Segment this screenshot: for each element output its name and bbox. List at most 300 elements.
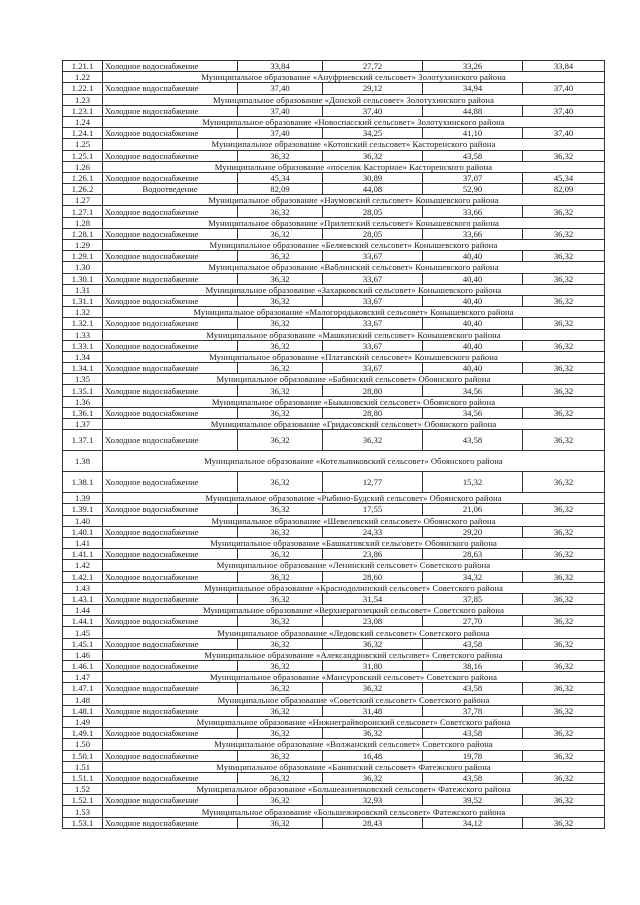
municipality-heading: Муниципальное образование «Новоспасский сельсовет» Золотухинского района	[103, 116, 605, 127]
tariff-value: 34,25	[323, 128, 423, 139]
section-header-row	[63, 396, 605, 407]
section-header-row	[63, 515, 605, 526]
tariff-value: 36,32	[523, 472, 605, 493]
tariff-value: 36,32	[523, 251, 605, 262]
tariff-value: 33,67	[323, 363, 423, 374]
section-header-row	[63, 329, 605, 340]
tariff-value: 41,10	[423, 128, 523, 139]
municipality-heading: Муниципальное образование «Беляевский сельсовет» Конышевского района	[103, 240, 605, 251]
tariff-value: 36,32	[523, 638, 605, 649]
municipality-heading: Муниципальное образование «Башкатовский сельсовет» Обоянского района	[103, 537, 605, 548]
row-number: 1.29.1	[63, 251, 103, 262]
tariff-value: 52,90	[423, 184, 523, 195]
row-number: 1.45	[63, 627, 103, 638]
tariff-value: 36,32	[523, 150, 605, 161]
row-number: 1.26.2	[63, 184, 103, 195]
section-header-row	[63, 195, 605, 206]
row-number: 1.47.1	[63, 683, 103, 694]
row-number: 1.41	[63, 537, 103, 548]
municipality-heading: Муниципальное образование «поселок Касторное» Касторенского района	[103, 161, 605, 172]
tariff-value: 36,32	[523, 407, 605, 418]
table-row	[63, 750, 605, 761]
tariff-value: 37,07	[423, 172, 523, 183]
tariff-value: 37,40	[523, 128, 605, 139]
tariff-value: 34,94	[423, 83, 523, 94]
service-label: Холодное водоснабжение	[103, 318, 238, 329]
municipality-heading: Муниципальное образование «Ануфриевский сельсовет» Золотухинского района	[103, 72, 605, 83]
row-number: 1.48	[63, 694, 103, 705]
tariff-value: 23,08	[323, 616, 423, 627]
tariff-value: 36,32	[238, 340, 323, 351]
tariff-value: 40,40	[423, 273, 523, 284]
row-number: 1.21.1	[63, 61, 103, 72]
tariff-value: 28,60	[323, 571, 423, 582]
municipality-heading: Муниципальное образование «Банинский сельсовет» Фатежского района	[103, 761, 605, 772]
row-number: 1.30	[63, 262, 103, 273]
section-header-row	[63, 374, 605, 385]
table-row	[63, 295, 605, 306]
municipality-heading: Муниципальное образование «Верхнерагозецкий сельсовет» Советского района	[103, 605, 605, 616]
table-row	[63, 363, 605, 374]
tariff-value: 37,40	[523, 83, 605, 94]
row-number: 1.30.1	[63, 273, 103, 284]
row-number: 1.37	[63, 419, 103, 430]
section-header-row	[63, 351, 605, 362]
municipality-heading: Муниципальное образование «Советский сельсовет» Советского района	[103, 694, 605, 705]
tariff-value: 36,32	[523, 817, 605, 828]
tariff-value: 28,43	[323, 817, 423, 828]
service-label: Холодное водоснабжение	[103, 705, 238, 716]
row-number: 1.32	[63, 307, 103, 318]
row-number: 1.43.1	[63, 593, 103, 604]
row-number: 1.52.1	[63, 795, 103, 806]
tariff-value: 28,80	[323, 407, 423, 418]
tariff-value: 36,32	[238, 273, 323, 284]
tariff-value: 36,32	[238, 661, 323, 672]
tariff-value: 33,67	[323, 295, 423, 306]
row-number: 1.47	[63, 672, 103, 683]
row-number: 1.22.1	[63, 83, 103, 94]
tariff-value: 37,40	[238, 128, 323, 139]
municipality-heading: Муниципальное образование «Котовский сельсовет» Касторенского района	[103, 139, 605, 150]
tariff-value: 28,05	[323, 206, 423, 217]
municipality-heading: Муниципальное образование «Мансуровский сельсовет» Советского района	[103, 672, 605, 683]
tariff-value: 37,40	[238, 83, 323, 94]
table-row	[63, 150, 605, 161]
municipality-heading: Муниципальное образование «Машкинский сельсовет» Конышевского района	[103, 329, 605, 340]
section-header-row	[63, 240, 605, 251]
tariff-value: 36,32	[238, 228, 323, 239]
tariff-value: 37,78	[423, 705, 523, 716]
table-row	[63, 728, 605, 739]
service-label: Холодное водоснабжение	[103, 795, 238, 806]
tariff-value: 43,58	[423, 638, 523, 649]
row-number: 1.29	[63, 240, 103, 251]
table-row	[63, 172, 605, 183]
tariff-value: 36,32	[523, 295, 605, 306]
tariff-value: 36,32	[523, 616, 605, 627]
tariff-value: 43,58	[423, 150, 523, 161]
row-number: 1.49	[63, 716, 103, 727]
tariff-value: 29,20	[423, 526, 523, 537]
tariff-value: 23,86	[323, 549, 423, 560]
municipality-heading: Муниципальное образование «Александровский сельсовет» Советского района	[103, 649, 605, 660]
tariff-value: 36,32	[238, 616, 323, 627]
tariff-value: 36,32	[238, 150, 323, 161]
tariff-value: 33,66	[423, 228, 523, 239]
section-header-row	[63, 72, 605, 83]
row-number: 1.45.1	[63, 638, 103, 649]
tariff-value: 36,32	[238, 385, 323, 396]
tariff-value: 19,78	[423, 750, 523, 761]
tariff-value: 36,32	[238, 817, 323, 828]
table-row	[63, 385, 605, 396]
row-number: 1.26.1	[63, 172, 103, 183]
row-number: 1.40	[63, 515, 103, 526]
row-number: 1.31.1	[63, 295, 103, 306]
tariff-value: 43,58	[423, 772, 523, 783]
tariff-value: 36,32	[523, 728, 605, 739]
tariff-value: 36,32	[523, 795, 605, 806]
service-label: Холодное водоснабжение	[103, 772, 238, 783]
tariff-value: 21,06	[423, 504, 523, 515]
tariff-value: 36,32	[523, 206, 605, 217]
tariff-value: 36,32	[523, 683, 605, 694]
row-number: 1.31	[63, 284, 103, 295]
row-number: 1.26	[63, 161, 103, 172]
tariff-value: 36,32	[523, 504, 605, 515]
service-label: Холодное водоснабжение	[103, 504, 238, 515]
row-number: 1.42	[63, 560, 103, 571]
section-header-row	[63, 493, 605, 504]
tariff-value: 33,67	[323, 273, 423, 284]
tariff-value: 36,32	[238, 430, 323, 451]
row-number: 1.53	[63, 806, 103, 817]
row-number: 1.41.1	[63, 549, 103, 560]
row-number: 1.34	[63, 351, 103, 362]
row-number: 1.33.1	[63, 340, 103, 351]
tariff-value: 37,40	[323, 105, 423, 116]
tariff-value: 43,58	[423, 683, 523, 694]
tariff-value: 44,88	[423, 105, 523, 116]
row-number: 1.25.1	[63, 150, 103, 161]
table-row	[63, 526, 605, 537]
row-number: 1.33	[63, 329, 103, 340]
tariff-value: 24,33	[323, 526, 423, 537]
municipality-heading: Муниципальное образование «Быкановский сельсовет» Обоянского района	[103, 396, 605, 407]
section-header-row	[63, 284, 605, 295]
tariff-value: 36,32	[323, 683, 423, 694]
section-header-row	[63, 139, 605, 150]
section-header-row	[63, 739, 605, 750]
table-row	[63, 228, 605, 239]
service-label: Холодное водоснабжение	[103, 407, 238, 418]
tariff-value: 36,32	[238, 251, 323, 262]
tariff-value: 36,32	[523, 661, 605, 672]
row-number: 1.39	[63, 493, 103, 504]
tariff-value: 36,32	[238, 571, 323, 582]
row-number: 1.42.1	[63, 571, 103, 582]
row-number: 1.35.1	[63, 385, 103, 396]
tariff-value: 36,32	[238, 295, 323, 306]
table-row	[63, 683, 605, 694]
tariff-value: 33,26	[423, 61, 523, 72]
municipality-heading: Муниципальное образование «Гридасовский сельсовет» Обоянского района	[103, 419, 605, 430]
table-row	[63, 318, 605, 329]
table-row	[63, 407, 605, 418]
service-label: Холодное водоснабжение	[103, 472, 238, 493]
table-row	[63, 105, 605, 116]
tariff-value: 44,08	[323, 184, 423, 195]
table-row	[63, 83, 605, 94]
tariff-table-body	[63, 61, 605, 829]
tariff-value: 37,40	[523, 105, 605, 116]
row-number: 1.51.1	[63, 772, 103, 783]
row-number: 1.23.1	[63, 105, 103, 116]
row-number: 1.36	[63, 396, 103, 407]
row-number: 1.53.1	[63, 817, 103, 828]
tariff-value: 45,34	[523, 172, 605, 183]
table-row	[63, 817, 605, 828]
section-header-row	[63, 761, 605, 772]
tariff-value: 17,55	[323, 504, 423, 515]
tariff-value: 28,80	[323, 385, 423, 396]
tariff-value: 36,32	[523, 430, 605, 451]
tariff-value: 43,58	[423, 728, 523, 739]
service-label: Холодное водоснабжение	[103, 273, 238, 284]
row-number: 1.48.1	[63, 705, 103, 716]
tariff-value: 36,32	[523, 571, 605, 582]
tariff-value: 36,32	[238, 206, 323, 217]
table-row	[63, 61, 605, 72]
tariff-value: 34,56	[423, 407, 523, 418]
municipality-heading: Муниципальное образование «Бабинский сельсовет» Обоянского района	[103, 374, 605, 385]
service-label: Холодное водоснабжение	[103, 83, 238, 94]
row-number: 1.38	[63, 451, 103, 472]
tariff-value: 36,32	[238, 504, 323, 515]
service-label: Холодное водоснабжение	[103, 105, 238, 116]
tariff-value: 12,77	[323, 472, 423, 493]
municipality-heading: Муниципальное образование «Большежировский сельсовет» Фатежского района	[103, 806, 605, 817]
section-header-row	[63, 806, 605, 817]
tariff-value: 36,32	[238, 728, 323, 739]
tariff-value: 31,54	[323, 593, 423, 604]
tariff-value: 39,52	[423, 795, 523, 806]
service-label: Холодное водоснабжение	[103, 61, 238, 72]
tariff-value: 29,12	[323, 83, 423, 94]
tariff-value: 40,40	[423, 318, 523, 329]
section-header-row	[63, 784, 605, 795]
row-number: 1.34.1	[63, 363, 103, 374]
section-header-row	[63, 161, 605, 172]
section-header-row	[63, 716, 605, 727]
tariff-value: 36,32	[523, 385, 605, 396]
service-label: Холодное водоснабжение	[103, 385, 238, 396]
municipality-heading: Муниципальное образование «Платавский сельсовет» Конышевского района	[103, 351, 605, 362]
tariff-value: 36,32	[238, 318, 323, 329]
service-label: Холодное водоснабжение	[103, 683, 238, 694]
tariff-value: 36,32	[238, 407, 323, 418]
row-number: 1.32.1	[63, 318, 103, 329]
tariff-value: 27,72	[323, 61, 423, 72]
tariff-table	[62, 60, 605, 829]
table-row	[63, 571, 605, 582]
row-number: 1.38.1	[63, 472, 103, 493]
section-header-row	[63, 627, 605, 638]
row-number: 1.46	[63, 649, 103, 660]
section-header-row	[63, 262, 605, 273]
row-number: 1.24.1	[63, 128, 103, 139]
tariff-value: 33,66	[423, 206, 523, 217]
tariff-value: 36,32	[238, 526, 323, 537]
row-number: 1.22	[63, 72, 103, 83]
table-row	[63, 430, 605, 451]
tariff-value: 36,32	[523, 273, 605, 284]
table-row	[63, 549, 605, 560]
row-number: 1.49.1	[63, 728, 103, 739]
table-row	[63, 504, 605, 515]
municipality-heading: Муниципальное образование «Донской сельсовет» Золотухинского района	[103, 94, 605, 105]
municipality-heading: Муниципальное образование «Большеанненковский сельсовет» Фатежского района	[103, 784, 605, 795]
table-row	[63, 593, 605, 604]
service-label: Холодное водоснабжение	[103, 150, 238, 161]
table-row	[63, 705, 605, 716]
section-header-row	[63, 537, 605, 548]
tariff-value: 33,84	[238, 61, 323, 72]
table-row	[63, 795, 605, 806]
tariff-value: 34,56	[423, 385, 523, 396]
table-row	[63, 206, 605, 217]
tariff-value: 36,32	[238, 705, 323, 716]
tariff-value: 36,32	[323, 728, 423, 739]
tariff-value: 36,32	[323, 430, 423, 451]
tariff-value: 36,32	[523, 526, 605, 537]
row-number: 1.35	[63, 374, 103, 385]
tariff-value: 82,09	[523, 184, 605, 195]
tariff-value: 36,32	[238, 638, 323, 649]
tariff-value: 34,32	[423, 571, 523, 582]
section-header-row	[63, 582, 605, 593]
tariff-value: 36,32	[523, 705, 605, 716]
municipality-heading: Муниципальное образование «Рыбино-Будский сельсовет» Обоянского района	[103, 493, 605, 504]
tariff-value: 36,32	[523, 340, 605, 351]
service-label: Холодное водоснабжение	[103, 750, 238, 761]
row-number: 1.44.1	[63, 616, 103, 627]
service-label: Холодное водоснабжение	[103, 251, 238, 262]
tariff-value: 37,85	[423, 593, 523, 604]
table-row	[63, 772, 605, 783]
tariff-value: 15,32	[423, 472, 523, 493]
table-row	[63, 472, 605, 493]
tariff-value: 30,89	[323, 172, 423, 183]
section-header-row	[63, 694, 605, 705]
tariff-value: 40,40	[423, 340, 523, 351]
service-label: Холодное водоснабжение	[103, 571, 238, 582]
tariff-value: 28,05	[323, 228, 423, 239]
tariff-value: 27,70	[423, 616, 523, 627]
tariff-value: 36,32	[238, 363, 323, 374]
tariff-value: 40,40	[423, 251, 523, 262]
municipality-heading: Муниципальное образование «Наумовский сельсовет» Конышевского района	[103, 195, 605, 206]
row-number: 1.27.1	[63, 206, 103, 217]
tariff-value: 33,67	[323, 318, 423, 329]
tariff-value: 40,40	[423, 295, 523, 306]
municipality-heading: Муниципальное образование «Волжанский сельсовет» Советского района	[103, 739, 605, 750]
service-label: Холодное водоснабжение	[103, 206, 238, 217]
table-row	[63, 616, 605, 627]
tariff-value: 36,32	[323, 150, 423, 161]
table-row	[63, 638, 605, 649]
section-header-row	[63, 419, 605, 430]
section-header-row	[63, 649, 605, 660]
section-header-row	[63, 116, 605, 127]
service-label: Холодное водоснабжение	[103, 363, 238, 374]
row-number: 1.50.1	[63, 750, 103, 761]
service-label: Холодное водоснабжение	[103, 172, 238, 183]
row-number: 1.36.1	[63, 407, 103, 418]
section-header-row	[63, 672, 605, 683]
tariff-value: 16,48	[323, 750, 423, 761]
tariff-value: 38,16	[423, 661, 523, 672]
row-number: 1.23	[63, 94, 103, 105]
tariff-value: 82,09	[238, 184, 323, 195]
service-label: Холодное водоснабжение	[103, 638, 238, 649]
tariff-value: 28,63	[423, 549, 523, 560]
tariff-value: 36,32	[523, 549, 605, 560]
table-row	[63, 251, 605, 262]
municipality-heading: Муниципальное образование «Прилепский сельсовет» Конышевского района	[103, 217, 605, 228]
service-label: Холодное водоснабжение	[103, 228, 238, 239]
tariff-value: 36,32	[238, 750, 323, 761]
tariff-value: 36,32	[323, 638, 423, 649]
row-number: 1.39.1	[63, 504, 103, 515]
table-row	[63, 184, 605, 195]
tariff-value: 33,67	[323, 251, 423, 262]
tariff-value: 36,32	[523, 318, 605, 329]
service-label: Холодное водоснабжение	[103, 661, 238, 672]
tariff-value: 36,32	[238, 683, 323, 694]
row-number: 1.37.1	[63, 430, 103, 451]
row-number: 1.43	[63, 582, 103, 593]
row-number: 1.52	[63, 784, 103, 795]
section-header-row	[63, 307, 605, 318]
tariff-value: 33,67	[323, 340, 423, 351]
table-row	[63, 340, 605, 351]
row-number: 1.44	[63, 605, 103, 616]
service-label: Холодное водоснабжение	[103, 616, 238, 627]
tariff-value: 31,80	[323, 661, 423, 672]
municipality-heading: Муниципальное образование «Малогородьковский сельсовет» Конышевского района	[103, 307, 605, 318]
service-label: Холодное водоснабжение	[103, 430, 238, 451]
table-row	[63, 128, 605, 139]
tariff-value: 34,12	[423, 817, 523, 828]
tariff-value: 36,32	[323, 772, 423, 783]
tariff-value: 40,40	[423, 363, 523, 374]
tariff-value: 43,58	[423, 430, 523, 451]
municipality-heading: Муниципальное образование «Захарковский сельсовет» Конышевского района	[103, 284, 605, 295]
tariff-value: 33,84	[523, 61, 605, 72]
row-number: 1.46.1	[63, 661, 103, 672]
municipality-heading: Муниципальное образование «Ваблинский сельсовет» Конышевского района	[103, 262, 605, 273]
municipality-heading: Муниципальное образование «Котельниковский сельсовет» Обоянского района	[103, 451, 605, 472]
row-number: 1.51	[63, 761, 103, 772]
section-header-row	[63, 451, 605, 472]
tariff-value: 36,32	[523, 593, 605, 604]
section-header-row	[63, 560, 605, 571]
service-label: Холодное водоснабжение	[103, 526, 238, 537]
municipality-heading: Муниципальное образование «Ленинский сельсовет» Советского района	[103, 560, 605, 571]
tariff-value: 36,32	[523, 750, 605, 761]
